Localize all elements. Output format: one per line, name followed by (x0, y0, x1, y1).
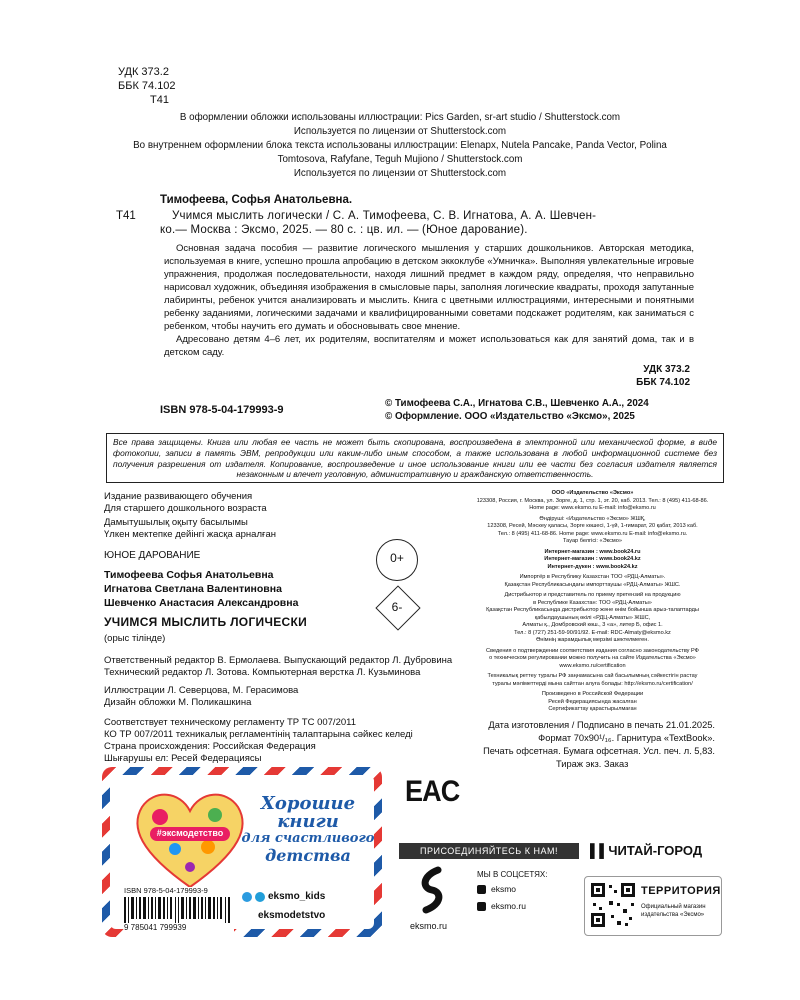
publisher-line: 123308, Россия, г. Москва, ул. Зорге, д. 1, стр. 1, эт. 20, каб. 2013. Тел.: 8 (495) 411-68-86. (476, 497, 709, 504)
udk-bottom: УДК 373.2 (643, 364, 690, 375)
publisher-line: ООО «Издательство «Эксмо» (551, 490, 634, 496)
print-info-1: Дата изготовления / Подписано в печать 21.01.2025. (488, 720, 715, 730)
staff-line-2: Технический редактор Л. Зотова. Компьютерная верстка Л. Кузьминова (104, 667, 421, 678)
publisher-line: Тауар белгісі: «Эксмо» (563, 538, 622, 544)
publisher-line: Өнімнің жарамдылық мерзімі шектелмеген. (536, 637, 649, 643)
barcode-block (124, 887, 234, 937)
print-info-4: Тираж экз. Заказ (556, 759, 629, 769)
social-other-label: eksmo.ru (491, 901, 526, 911)
udk-top: УДК 373.2 (118, 66, 169, 78)
publisher-line: қабылдаушының өкілі «РДЦ-Алматы» ЖШС, (534, 614, 651, 621)
author-3: Шевченко Анастасия Александровна (104, 597, 299, 609)
regulation-3: Страна происхождения: Российская Федерация (104, 741, 316, 752)
vk-icon (477, 885, 486, 894)
staff-line-1: Ответственный редактор В. Ермолаева. Выпускающий редактор Л. Дубровина (104, 655, 453, 666)
copyright-design: © Оформление. ООО «Издательство «Эксмо», 2025 (385, 411, 635, 422)
author-1: Тимофеева Софья Анатольевна (104, 569, 274, 581)
banner-inner (110, 775, 375, 932)
socials-heading: МЫ В СОЦСЕТЯХ: (477, 870, 548, 879)
publisher-line: 123308, Ресей, Мәскеу қаласы, Зорге көшесі, 1-үй, 1-ғимарат, 20 қабат, 2013 каб. (487, 523, 698, 529)
chitai-gorod-logo (590, 842, 702, 860)
print-info-3: Печать офсетная. Бумага офсетная. Усл. печ. л. 5,83. (483, 746, 715, 756)
biblio-heading: Тимофеева, Софья Анатольевна. (160, 194, 353, 206)
credit-line: В оформлении обложки использованы иллюстрации: Pics Garden, sr-art studio / Shutterstock.com (179, 112, 621, 123)
barcode-isbn: ISBN 978-5-04-179993-9 (124, 886, 208, 895)
bbk-top: ББК 74.102 (118, 80, 176, 92)
abstract-paragraph-1: Основная задача пособия — развитие логического мышления у старших дошкольников. Авторская методика, используемая в книге, успешно прошла апробацию в детском эккоклубе «Умничка». Выполняя увлекательные игровые упражнения, продолжая последовательности, находя лишний предмет в каждом ряду, определяя, что неправильно нарисовал художник, объединяя изображения в смысловые пары, заполняя логические квадраты, проходя запутанные лабиринты, ребенок учится анализировать и мыслить. Книга с цветными иллюстрациями, интересными и понятными ребенку заданиями, логическими задачами и квалифицированными советами подскажет родителям, как заниматься с ребенком, чтобы научить его думать и обосновывать свое мнение. (164, 243, 694, 332)
publisher-line: Өндіруші: «Издательство «Эксмо» ЖШҚ, (539, 515, 646, 522)
publisher-line: Сведения о подтверждении соответствия издания согласно законодательству РФ (486, 647, 699, 654)
social-row-vk (477, 884, 516, 894)
edition-type-kz: Дамытушылық оқыту басылымы (104, 517, 248, 528)
social-detstvo: eksmodetstvo (258, 910, 326, 921)
staff-line-4: Дизайн обложки М. Поликашкина (104, 697, 252, 708)
banner-title-3: для счастливого (241, 831, 375, 846)
publisher-line: Дистрибьютор и представитель по приему претензий на продукцию (504, 592, 681, 598)
publisher-block (455, 490, 730, 714)
publisher-line: Ресей Федерациясында жасалған (548, 698, 637, 705)
barcode-icon (124, 897, 232, 923)
publisher-line: Интернет-дүкен : www.book24.kz (547, 563, 638, 570)
language-note: (орыс тілінде) (104, 633, 166, 644)
publisher-line: Тел.: 8 (495) 411-68-86. Home page: www.eksmo.ru E-mail: info@eksmo.ru. (497, 530, 688, 537)
play-icon (477, 902, 486, 911)
banner-title-2: книги (277, 811, 339, 832)
territory-card (584, 876, 722, 936)
author-2: Игнатова Светлана Валентиновна (104, 583, 282, 595)
territory-sub: Официальный магазин издательства «Эксмо» (641, 904, 706, 918)
biblio-line-2: ко.— Москва : Эксмо, 2025. — 80 с. : цв. ил. — (Юное дарование). (160, 224, 528, 236)
publisher-line: Қазақстан Республикасында дистрибьютор және өнім бойынша арыз-талаптарды (486, 607, 699, 613)
publisher-line: Тел.: 8 (727) 251-59-90/91/92. E-mail: RDC-Almaty@eksmo.kz (514, 629, 671, 636)
author-mark: Т41 (150, 94, 169, 106)
edition-type-ru: Издание развивающего обучения (104, 491, 253, 502)
abstract (164, 242, 694, 359)
regulation-4: Шығарушы ел: Ресей Федерациясы (104, 753, 262, 764)
promo-banner (102, 767, 382, 937)
abstract-paragraph-2: Адресовано детям 4–6 лет, их родителям, воспитателям и может использоваться как для занятий дома, так и в детском саду. (164, 334, 694, 358)
territory-logo: ТЕРРИТОРИЯ (641, 885, 721, 897)
bbk-bottom: ББК 74.102 (636, 377, 690, 388)
publisher-line: Сертификаттау қарастырылмаған (548, 706, 637, 712)
isbn: ISBN 978-5-04-179993-9 (160, 404, 284, 416)
eac-mark: EAC (405, 775, 460, 808)
publisher-line: Произведено в Российской Федерации (541, 691, 644, 697)
regulation-1: Соответствует техническому регламенту ТР ТС 007/2011 (104, 717, 357, 728)
join-us-bar: ПРИСОЕДИНЯЙТЕСЬ К НАМ! (399, 843, 579, 859)
publisher-line: Интернет-магазин : www.book24.kz (544, 556, 641, 562)
publisher-line: Техникалық реттеу туралы РФ заңнамасына сай басылымның сәйкестігін растау (487, 673, 698, 679)
eksmo-logo-icon (414, 866, 448, 914)
chitai-gorod-icon: ▌▌ (590, 843, 609, 858)
series-name: ЮНОЕ ДАРОВАНИЕ (104, 550, 201, 561)
barcode-digits: 9 785041 799939 (124, 923, 187, 932)
regulation-2: КО ТР 007/2011 техникалық регламентінің талаптарына сәйкес келеді (104, 729, 413, 740)
publisher-line: www.eksmo.ru/certification (559, 662, 626, 669)
credit-line: Во внутреннем оформлении блока текста использованы иллюстрации: Elenapx, Nutela Pancake, Panda Vector, Polina (133, 140, 667, 151)
social-kids-label: eksmo_kids (268, 891, 326, 902)
publisher-line: туралы мәліметтерді мына сайттан алуға болады: http://eksmo.ru/certification/ (492, 680, 693, 687)
chitai-gorod-label: ЧИТАЙ-ГОРОД (608, 843, 703, 858)
publisher-line: Алматы қ., Домбровский көш., 3 «а», литер Б, офис 1. (522, 622, 663, 628)
staff-line-3: Иллюстрации Л. Северцова, М. Герасимова (104, 685, 299, 696)
copyright-authors: © Тимофеева С.А., Игнатова С.В., Шевченко А.А., 2024 (385, 398, 649, 409)
edition-age-kz: Үлкен мектепке дейінгі жасқа арналған (104, 529, 277, 540)
print-info-2: Формат 70x90¹/₁₆. Гарнитура «TextBook». (538, 733, 715, 743)
rights-text: Все права защищены. Книга или любая ее часть не может быть скопирована, воспроизведена в электронной или механической форме, в виде фотокопии, записи в память ЭВМ, репродукции или каким-либо иным способом, а также использована в любой информационной системе без получения разрешения от издателя. Копирование, воспроизведение и иное использование книги или ее части без согласия издателя является незаконным и влечет уголовную, административную и гражданскую ответственность. (113, 437, 717, 480)
credit-line: Используется по лицензии от Shutterstock.com (293, 126, 507, 137)
vk-icon (242, 892, 252, 902)
publisher-line: в Республике Казахстан: ТОО «РДЦ-Алматы» (533, 599, 652, 606)
biblio-line-1: Учимся мыслить логически / С. А. Тимофеева, С. В. Игнатова, А. А. Шевчен- (172, 210, 597, 222)
publisher-line: Интернет-магазин : www.book24.ru (544, 548, 641, 555)
social-kids (242, 891, 325, 902)
social-vk-label: eksmo (491, 884, 517, 894)
eksmo-site: eksmo.ru (410, 921, 448, 931)
biblio-mark: Т41 (116, 210, 136, 222)
hashtag: #эксмодетство (156, 828, 224, 838)
credit-line: Используется по лицензии от Shutterstock.com (293, 168, 507, 179)
rights-notice (106, 433, 724, 483)
publisher-line: о техническом регулировании можно получить на сайте Издательства «Эксмо» (489, 655, 696, 661)
publisher-line: Импортёр в Республику Казахстан ТОО «РДЦ-Алматы». (519, 574, 666, 580)
age-mark-6: 6- (391, 600, 403, 614)
publisher-line: Home page: www.eksmo.ru E-mail: info@eksmo.ru (529, 505, 656, 511)
telegram-icon (255, 892, 265, 902)
publisher-line: Қазақстан Республикасындағы импорттаушы «РДЦ-Алматы» ЖШС. (504, 581, 681, 588)
age-mark-0: 0+ (390, 551, 404, 565)
qr-code-icon (589, 881, 637, 929)
edition-age-ru: Для старшего дошкольного возраста (104, 503, 267, 514)
banner-title-4: детства (265, 846, 351, 865)
credit-line: Tomtosova, Rafyfane, Teguh Mujiono / Shutterstock.com (277, 154, 523, 165)
banner-title (238, 795, 378, 865)
banner-title-1: Хорошие (260, 793, 356, 814)
social-row-other (477, 901, 526, 911)
book-title: УЧИМСЯ МЫСЛИТЬ ЛОГИЧЕСКИ (104, 615, 308, 629)
